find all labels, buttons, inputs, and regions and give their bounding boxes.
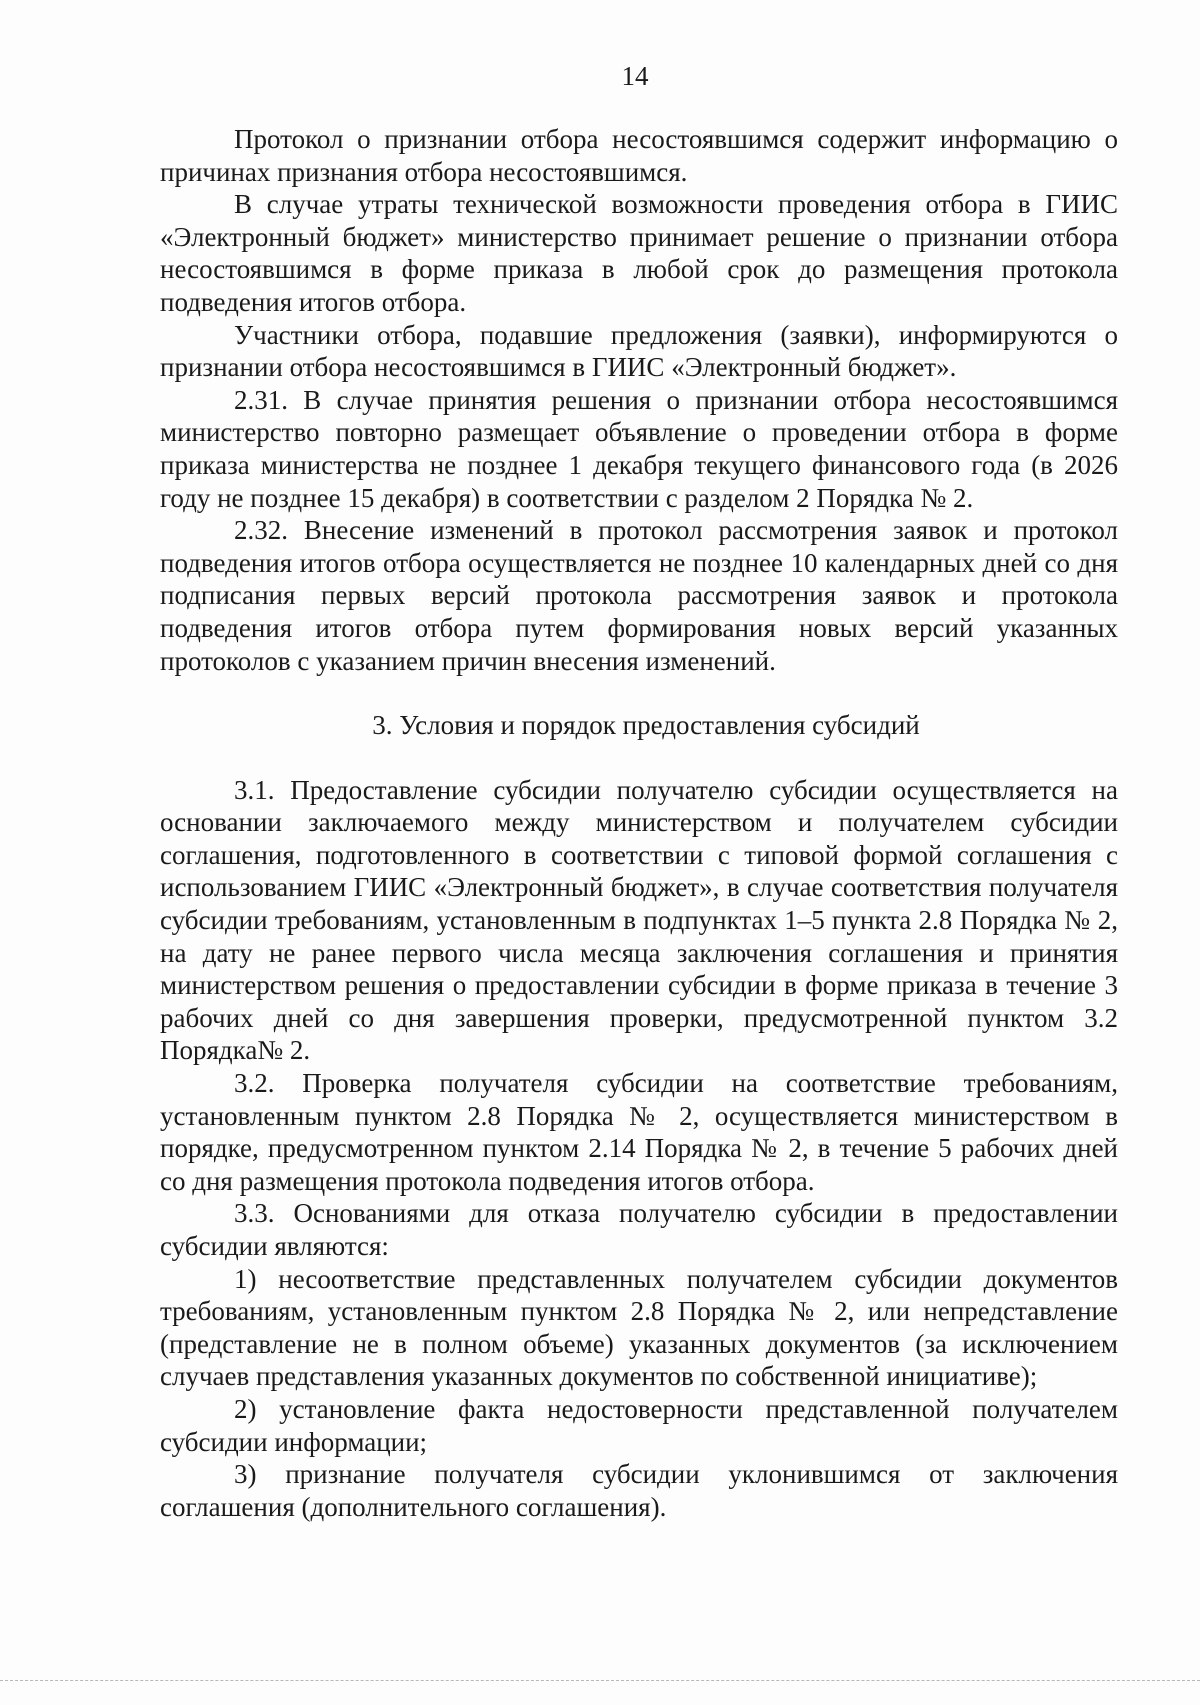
paragraph-3-1: 3.1. Предоставление субсидии получателю субсидии осуществляется на основании заключаемого между министерством и получателем субсидии соглашения, подготовленного в соответствии с типовой формой соглашения с использованием ГИИС «Электронный бюджет», в случае соответствия получателя субсидии требованиям, установленным в подпунктах 1–5 пункта 2.8 Порядка № 2, на дату не ранее первого числа месяца заключения соглашения и принятия министерством решения о предоставлении субсидии в форме приказа в течение 3 рабочих дней со дня завершения проверки, предусмотренной пунктом 3.2 Порядка№ 2.: [160, 774, 1118, 1066]
paragraph-3-3: 3.3. Основаниями для отказа получателю субсидии в предоставлении субсидии являются:: [160, 1198, 1118, 1261]
paragraph-2-31: 2.31. В случае принятия решения о признании отбора несостоявшимся министерство повторно размещает объявление о проведении отбора в форме приказа министерства не позднее 1 декабря текущего финансового года (в 2026 году не позднее 15 декабря) в соответствии с разделом 2 Порядка № 2.: [160, 384, 1118, 513]
document-body: [160, 123, 1118, 1523]
paragraph-2-32: 2.32. Внесение изменений в протокол рассмотрения заявок и протокол подведения итогов отбора осуществляется не позднее 10 календарных дней со дня подписания первых версий протокола рассмотрения заявок и протокола подведения итогов отбора путем формирования новых версий указанных протоколов с указанием причин внесения изменений.: [160, 515, 1118, 676]
scan-edge-line: [0, 1680, 1200, 1681]
list-item-1: 1) несоответствие представленных получателем субсидии документов требованиям, установленным пунктом 2.8 Порядка № 2, или непредставление (представление не в полном объеме) указанных документов (за исключением случаев представления указанных документов по собственной инициативе);: [160, 1263, 1118, 1392]
page-number: 14: [621, 61, 649, 91]
section-heading: 3. Условия и порядок предоставления субсидий: [372, 710, 920, 741]
paragraph-participants-informed: Участники отбора, подавшие предложения (заявки), информируются о признании отбора несостоявшимся в ГИИС «Электронный бюджет».: [160, 319, 1118, 383]
paragraph-3-2: 3.2. Проверка получателя субсидии на соответствие требованиям, установленным пунктом 2.8 Порядка № 2, осуществляется министерством в порядке, предусмотренном пунктом 2.14 Порядка № 2, в течение 5 рабочих дней со дня размещения протокола подведения итогов отбора.: [160, 1068, 1118, 1196]
paragraph-protocol-info: Протокол о признании отбора несостоявшимся содержит информацию о причинах признания отбора несостоявшимся.: [160, 124, 1118, 187]
list-item-3: 3) признание получателя субсидии уклонившимся от заключения соглашения (дополнительного соглашения).: [160, 1459, 1118, 1522]
list-item-2: 2) установление факта недостоверности представленной получателем субсидии информации;: [160, 1393, 1118, 1457]
paragraph-technical-failure: В случае утраты технической возможности проведения отбора в ГИИС «Электронный бюджет» министерство принимает решение о признании отбора несостоявшимся в форме приказа в любой срок до размещения протокола подведения итогов отбора.: [160, 189, 1118, 317]
